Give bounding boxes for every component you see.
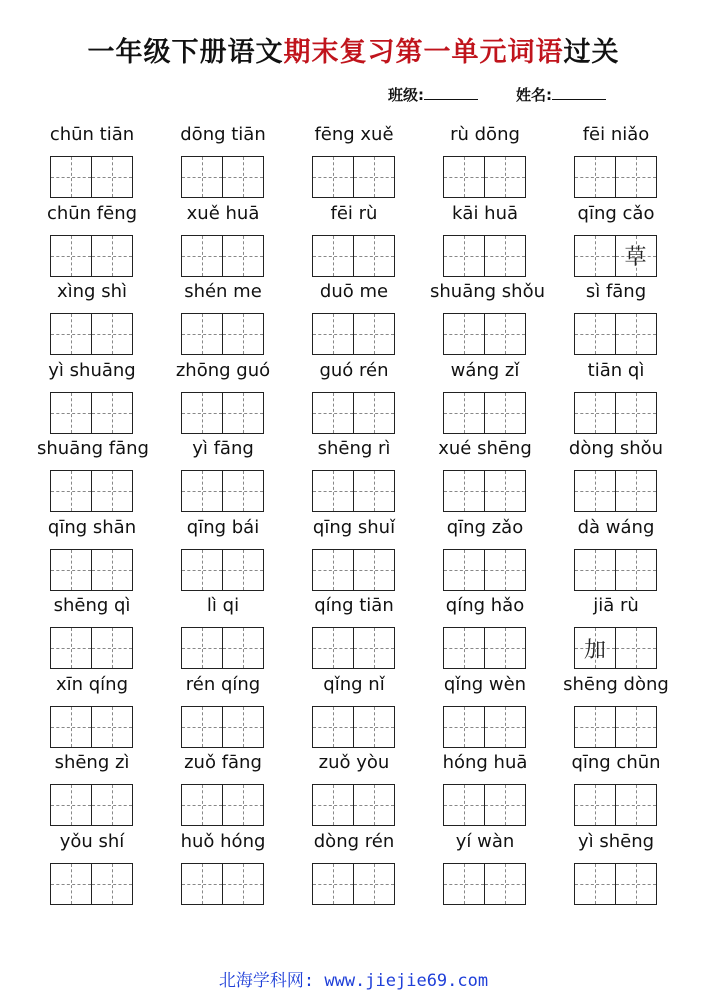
pinyin-label: qíng tiān bbox=[314, 595, 394, 616]
writing-box[interactable] bbox=[222, 470, 264, 512]
writing-box[interactable] bbox=[222, 549, 264, 591]
writing-box[interactable] bbox=[484, 549, 526, 591]
writing-box[interactable] bbox=[181, 706, 223, 748]
writing-box[interactable] bbox=[312, 313, 354, 355]
pinyin-label: shēng dòng bbox=[563, 673, 669, 695]
pinyin-label: dòng shǒu bbox=[568, 438, 664, 459]
pinyin-label: guó rén bbox=[319, 359, 389, 381]
pinyin-label: fēng xuě bbox=[314, 124, 394, 145]
writing-box[interactable] bbox=[181, 392, 223, 434]
pinyin-label: tiān qì bbox=[587, 359, 645, 381]
writing-box[interactable] bbox=[615, 313, 657, 355]
writing-box[interactable] bbox=[50, 156, 92, 198]
writing-box[interactable] bbox=[484, 627, 526, 669]
writing-box[interactable] bbox=[484, 156, 526, 198]
pinyin-label: qǐng wèn bbox=[443, 673, 527, 695]
writing-box[interactable] bbox=[353, 863, 395, 905]
title-part-1: 一年级下册语文 bbox=[87, 37, 284, 68]
writing-box[interactable] bbox=[443, 235, 485, 277]
writing-box[interactable] bbox=[91, 549, 133, 591]
writing-box[interactable] bbox=[574, 706, 616, 748]
pinyin-label: qīng chūn bbox=[571, 752, 661, 773]
handwritten-character: 草 bbox=[624, 245, 647, 270]
writing-box[interactable] bbox=[484, 706, 526, 748]
writing-box[interactable] bbox=[50, 313, 92, 355]
pinyin-label: zuǒ yòu bbox=[318, 752, 390, 773]
writing-box[interactable] bbox=[615, 784, 657, 826]
writing-box[interactable] bbox=[312, 784, 354, 826]
writing-box[interactable] bbox=[574, 549, 616, 591]
writing-box[interactable] bbox=[443, 313, 485, 355]
writing-box[interactable] bbox=[50, 784, 92, 826]
pinyin-label: dōng tiān bbox=[180, 124, 266, 145]
writing-box[interactable] bbox=[443, 863, 485, 905]
pinyin-label: shuāng shǒu bbox=[430, 281, 545, 302]
writing-box[interactable] bbox=[91, 784, 133, 826]
writing-box[interactable] bbox=[181, 784, 223, 826]
pinyin-label: yǒu shí bbox=[59, 830, 125, 852]
pinyin-label: duō me bbox=[319, 281, 389, 302]
pinyin-label: rù dōng bbox=[450, 124, 520, 145]
writing-box[interactable] bbox=[484, 470, 526, 512]
writing-box[interactable] bbox=[181, 156, 223, 198]
pinyin-label: shén me bbox=[184, 281, 262, 302]
writing-box[interactable] bbox=[615, 627, 657, 669]
writing-box[interactable] bbox=[91, 706, 133, 748]
writing-box[interactable] bbox=[222, 235, 264, 277]
pinyin-label: lì qi bbox=[206, 595, 240, 616]
writing-box[interactable] bbox=[91, 313, 133, 355]
writing-box[interactable] bbox=[615, 470, 657, 512]
writing-box[interactable] bbox=[353, 549, 395, 591]
writing-box[interactable] bbox=[222, 313, 264, 355]
student-info bbox=[388, 84, 606, 105]
writing-box[interactable] bbox=[91, 235, 133, 277]
pinyin-label: qīng shān bbox=[47, 516, 137, 538]
pinyin-label: qīng shuǐ bbox=[312, 516, 396, 538]
writing-box[interactable] bbox=[574, 470, 616, 512]
writing-box[interactable] bbox=[91, 470, 133, 512]
writing-box[interactable] bbox=[353, 156, 395, 198]
writing-box[interactable] bbox=[312, 392, 354, 434]
writing-box[interactable] bbox=[50, 706, 92, 748]
pinyin-label: qīng bái bbox=[186, 516, 260, 538]
writing-box[interactable] bbox=[91, 392, 133, 434]
name-label: 姓名: bbox=[516, 86, 552, 104]
writing-box[interactable] bbox=[312, 235, 354, 277]
pinyin-label: hóng huā bbox=[442, 752, 528, 773]
pinyin-label: qīng zǎo bbox=[446, 516, 524, 538]
pinyin-label: zuǒ fāng bbox=[184, 752, 262, 773]
writing-box[interactable] bbox=[615, 392, 657, 434]
pinyin-label: huǒ hóng bbox=[180, 830, 266, 852]
pinyin-label: yì shēng bbox=[577, 830, 655, 852]
pinyin-label: dà wáng bbox=[577, 516, 655, 538]
pinyin-label: shēng qì bbox=[53, 595, 131, 616]
writing-box[interactable] bbox=[222, 627, 264, 669]
writing-box[interactable] bbox=[615, 235, 657, 277]
writing-box[interactable] bbox=[443, 706, 485, 748]
pinyin-label: dòng rén bbox=[313, 830, 395, 852]
writing-box[interactable] bbox=[91, 863, 133, 905]
writing-box[interactable] bbox=[50, 627, 92, 669]
writing-box[interactable] bbox=[312, 706, 354, 748]
pinyin-label: yì shuāng bbox=[48, 359, 136, 381]
pinyin-label: xìng shì bbox=[57, 281, 127, 302]
pinyin-label: kāi huā bbox=[451, 202, 519, 224]
pinyin-label: xīn qíng bbox=[55, 673, 129, 695]
pinyin-label: qīng cǎo bbox=[577, 202, 655, 224]
handwritten-character: 加 bbox=[583, 637, 606, 663]
pinyin-label: zhōng guó bbox=[175, 359, 271, 381]
writing-box[interactable] bbox=[312, 549, 354, 591]
writing-box[interactable] bbox=[222, 706, 264, 748]
title-part-2: 期末复习第一单元词语 bbox=[283, 37, 564, 68]
pinyin-label: xuě huā bbox=[186, 202, 260, 224]
writing-box[interactable] bbox=[181, 627, 223, 669]
pinyin-label: shuāng fāng bbox=[37, 438, 149, 459]
writing-box[interactable] bbox=[615, 863, 657, 905]
writing-box[interactable] bbox=[574, 392, 616, 434]
writing-box[interactable] bbox=[574, 156, 616, 198]
writing-box[interactable] bbox=[312, 627, 354, 669]
writing-box[interactable] bbox=[181, 863, 223, 905]
writing-box[interactable] bbox=[484, 235, 526, 277]
writing-box[interactable] bbox=[181, 470, 223, 512]
writing-box[interactable] bbox=[574, 313, 616, 355]
writing-box[interactable] bbox=[443, 392, 485, 434]
pinyin-label: fēi niǎo bbox=[582, 124, 650, 145]
writing-box[interactable] bbox=[443, 156, 485, 198]
writing-box[interactable] bbox=[353, 392, 395, 434]
writing-box[interactable] bbox=[574, 627, 616, 669]
writing-box[interactable] bbox=[443, 470, 485, 512]
writing-box[interactable] bbox=[50, 549, 92, 591]
pinyin-label: fēi rù bbox=[330, 202, 378, 224]
writing-box[interactable] bbox=[484, 313, 526, 355]
pinyin-label: chūn fēng bbox=[46, 202, 138, 224]
writing-box[interactable] bbox=[574, 235, 616, 277]
writing-box[interactable] bbox=[222, 392, 264, 434]
writing-box[interactable] bbox=[50, 235, 92, 277]
writing-box[interactable] bbox=[91, 156, 133, 198]
writing-box[interactable] bbox=[312, 156, 354, 198]
writing-box[interactable] bbox=[50, 470, 92, 512]
writing-box[interactable] bbox=[615, 156, 657, 198]
writing-box[interactable] bbox=[312, 470, 354, 512]
pinyin-label: sì fāng bbox=[585, 281, 647, 302]
writing-box[interactable] bbox=[353, 235, 395, 277]
writing-box[interactable] bbox=[484, 863, 526, 905]
writing-box[interactable] bbox=[574, 784, 616, 826]
writing-box[interactable] bbox=[222, 156, 264, 198]
pinyin-label: xué shēng bbox=[438, 438, 532, 459]
writing-box[interactable] bbox=[574, 863, 616, 905]
writing-box[interactable] bbox=[181, 235, 223, 277]
writing-box[interactable] bbox=[91, 627, 133, 669]
writing-box[interactable] bbox=[443, 549, 485, 591]
pinyin-label: shēng rì bbox=[317, 438, 391, 459]
footer-website: 北海学科网: www.jiejie69.com bbox=[218, 971, 489, 991]
class-blank[interactable] bbox=[424, 85, 478, 100]
writing-box[interactable] bbox=[353, 706, 395, 748]
pinyin-label: yì fāng bbox=[192, 438, 254, 459]
writing-box[interactable] bbox=[353, 470, 395, 512]
writing-box[interactable] bbox=[353, 784, 395, 826]
writing-box[interactable] bbox=[484, 784, 526, 826]
name-blank[interactable] bbox=[552, 85, 606, 100]
writing-box[interactable] bbox=[222, 863, 264, 905]
pinyin-label: qíng hǎo bbox=[445, 595, 525, 616]
writing-box[interactable] bbox=[222, 784, 264, 826]
page-title bbox=[0, 30, 707, 69]
pinyin-label: yí wàn bbox=[455, 830, 515, 852]
pinyin-label: jiā rù bbox=[593, 595, 639, 616]
writing-box[interactable] bbox=[484, 392, 526, 434]
writing-box[interactable] bbox=[443, 784, 485, 826]
pinyin-label: qǐng nǐ bbox=[323, 673, 385, 695]
writing-box[interactable] bbox=[50, 863, 92, 905]
writing-box[interactable] bbox=[443, 627, 485, 669]
pinyin-label: rén qíng bbox=[185, 673, 261, 695]
pinyin-label: chūn tiān bbox=[49, 124, 135, 145]
writing-box[interactable] bbox=[615, 549, 657, 591]
writing-box[interactable] bbox=[615, 706, 657, 748]
writing-box[interactable] bbox=[353, 627, 395, 669]
writing-box[interactable] bbox=[312, 863, 354, 905]
writing-box[interactable] bbox=[50, 392, 92, 434]
writing-box[interactable] bbox=[181, 549, 223, 591]
writing-box[interactable] bbox=[181, 313, 223, 355]
class-label: 班级: bbox=[388, 86, 424, 104]
pinyin-label: wáng zǐ bbox=[450, 359, 520, 381]
writing-box[interactable] bbox=[353, 313, 395, 355]
title-part-3: 过关 bbox=[563, 37, 620, 68]
pinyin-label: shēng zì bbox=[54, 752, 130, 773]
